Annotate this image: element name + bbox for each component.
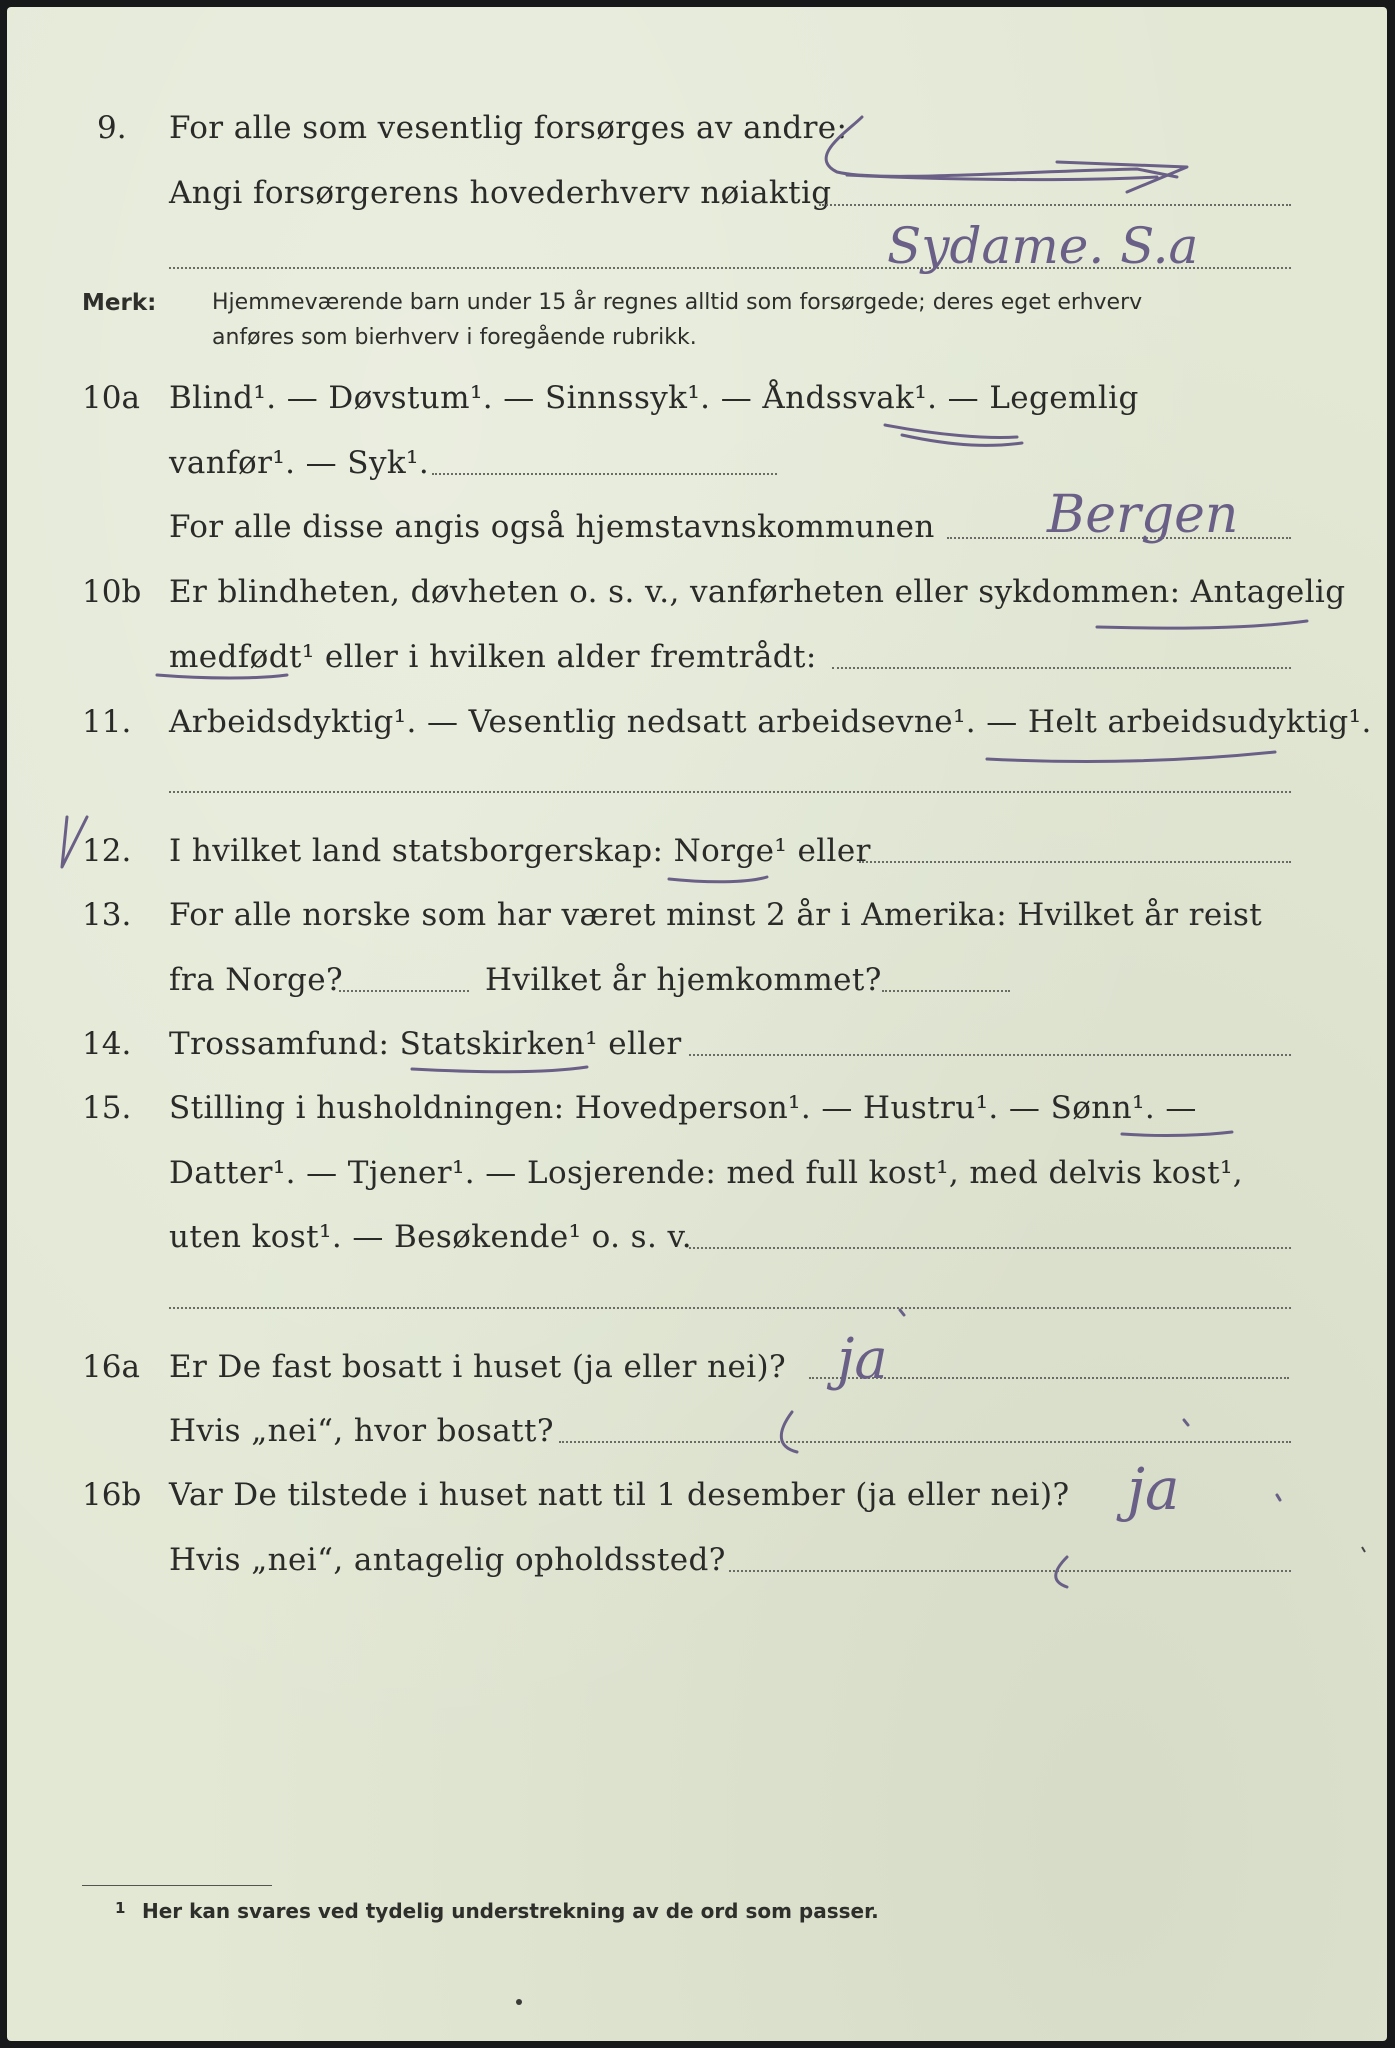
footnote-mark: 1: [115, 1899, 126, 1917]
q9-line1: For alle som vesentlig forsørges av andre:: [169, 110, 848, 146]
q16b-line1: Var De tilstede i huset natt til 1 desember (ja eller nei)?: [169, 1477, 1070, 1513]
merk-line1: Hjemmeværende barn under 15 år regnes alltid som forsørgede; deres eget erhverv: [212, 290, 1143, 315]
q10b-line2: medfødt¹ eller i hvilken alder fremtrådt:: [169, 639, 817, 675]
q9-handwritten-answer: Sydame. S.a: [887, 217, 1199, 275]
merk-label: Merk:: [82, 290, 157, 316]
q16a-handwritten-answer: ja: [837, 1327, 888, 1392]
underline-norge: [669, 877, 767, 882]
underline-antagelig: [1097, 621, 1307, 628]
q13-line2b: Hvilket år hjemkommet?: [485, 962, 882, 998]
q15-line1: Stilling i husholdningen: Hovedperson¹. — Hustru¹. — Sønn¹. —: [169, 1090, 1197, 1126]
q13-number: 13.: [82, 897, 132, 933]
page-punch-dot: [516, 1999, 522, 2005]
q16a-line1: Er De fast bosatt i huset (ja eller nei)?: [169, 1349, 787, 1385]
q10b-number: 10b: [82, 574, 142, 610]
q9-number: 9.: [97, 110, 127, 146]
q13-line2a: fra Norge?: [169, 962, 344, 998]
underline-helt-arbeidsudyktig: [987, 752, 1275, 761]
q15-line3: uten kost¹. — Besøkende¹ o. s. v.: [169, 1219, 692, 1255]
q10a-line3: For alle disse angis også hjemstavnskommunen: [169, 509, 935, 545]
q16b-line2: Hvis „nei“, antagelig opholdssted?: [169, 1542, 726, 1578]
underline-sonn: [1122, 1132, 1232, 1135]
q10b-line1: Er blindheten, døvheten o. s. v., vanførheten eller sykdommen: Antagelig: [169, 574, 1346, 610]
q16a-number: 16a: [82, 1349, 140, 1385]
underline-statskirken: [412, 1067, 587, 1072]
q10a-line2: vanfør¹. — Syk¹.: [169, 445, 430, 481]
q16b-handwritten-answer: ja: [1127, 1455, 1180, 1523]
q10a-handwritten-answer: Bergen: [1047, 485, 1239, 545]
q15-number: 15.: [82, 1090, 132, 1126]
q13-line1: For alle norske som har været minst 2 år i Amerika: Hvilket år reist: [169, 897, 1263, 933]
ink-dot-2: [1184, 1420, 1188, 1425]
q14-number: 14.: [82, 1026, 132, 1062]
q16a-line2: Hvis „nei“, hvor bosatt?: [169, 1413, 554, 1449]
ink-dot-3: [1277, 1495, 1280, 1500]
q16a-ink-stroke: [781, 1412, 797, 1452]
census-form-page: [7, 7, 1387, 2041]
ink-dot-1: [900, 1310, 904, 1315]
merk-line2: anføres som bierhverv i foregående rubrikk.: [212, 325, 697, 350]
q11-number: 11.: [82, 704, 132, 740]
q9-line2: Angi forsørgerens hovederhverv nøiaktig: [169, 175, 832, 211]
q10a-line1: Blind¹. — Døvstum¹. — Sinnssyk¹. — Åndssvak¹. — Legemlig: [169, 380, 1139, 416]
footnote-text: Her kan svares ved tydelig understrekning av de ord som passer.: [142, 1899, 879, 1923]
q12-number: 12.: [82, 833, 132, 869]
q15-line2: Datter¹. — Tjener¹. — Losjerende: med full kost¹, med delvis kost¹,: [169, 1155, 1244, 1191]
q16b-ink-stroke: [1056, 1557, 1067, 1587]
q9-strike-line: [847, 175, 1157, 180]
q16b-number: 16b: [82, 1477, 142, 1513]
q14-line1: Trossamfund: Statskirken¹ eller: [169, 1026, 682, 1062]
q12-check-mark: [62, 817, 87, 867]
q10a-number: 10a: [82, 380, 140, 416]
edge-mark: [1362, 1547, 1365, 1552]
q11-line1: Arbeidsdyktig¹. — Vesentlig nedsatt arbeidsevne¹. — Helt arbeidsudyktig¹.: [169, 704, 1372, 740]
q12-line1: I hvilket land statsborgerskap: Norge¹ eller: [169, 833, 871, 869]
handwritten-ink-layer: [7, 7, 1387, 2041]
q9-crossed-word-mark: [826, 117, 1177, 177]
underline-medfodt: [157, 675, 287, 678]
